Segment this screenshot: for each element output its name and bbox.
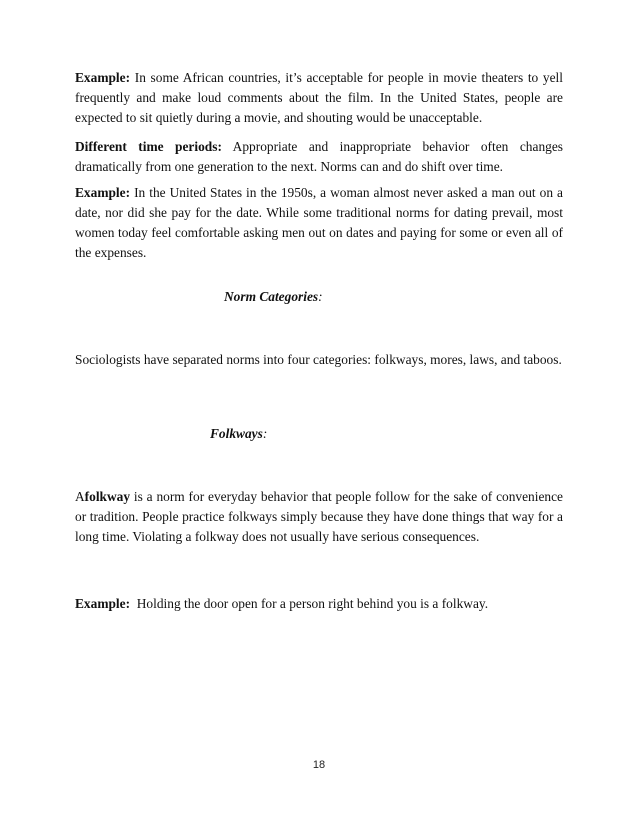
heading-colon: :	[318, 289, 323, 304]
paragraph-text: Appropriate and inappropriate behavior often changes dramatically from one generation to the next. Norms can and do shift over time.	[75, 139, 563, 174]
paragraph-lead: A	[75, 489, 85, 504]
heading-norm-categories	[224, 289, 323, 305]
folkway-term: folkway	[84, 489, 131, 504]
paragraph-text: In some African countries, it’s acceptable for people in movie theaters to yell frequently and make loud comments about the film. In the United States, people are expected to sit quietly during a movie, and shouting would be unacceptable.	[75, 70, 563, 125]
example-label: Example:	[75, 185, 131, 200]
paragraph-example-african-countries	[75, 68, 563, 128]
different-time-periods-label: Different time periods:	[75, 139, 222, 154]
paragraph-example-1950s	[75, 183, 563, 263]
example-label: Example:	[75, 596, 131, 611]
heading-text: Folkways	[210, 426, 263, 441]
paragraph-text: In the United States in the 1950s, a woman almost never asked a man out on a date, nor did she pay for the date. While some traditional norms for dating prevail, most women today feel comfortable asking men out on dates and paying for some or even all of the expenses.	[75, 185, 563, 260]
paragraph-sociologists-categories	[75, 350, 563, 370]
heading-colon: :	[262, 426, 268, 441]
paragraph-text: Holding the door open for a person right behind you is a folkway.	[136, 596, 489, 611]
paragraph-folkway-definition	[75, 487, 563, 547]
heading-folkways	[210, 426, 267, 442]
paragraph-text: is a norm for everyday behavior that people follow for the sake of convenience or tradition. People practice folkways simply because they have done things that way for a long time. Violating a folkway does not usually have serious consequences.	[75, 489, 563, 544]
example-label: Example:	[75, 70, 131, 85]
paragraph-different-time-periods	[75, 137, 563, 177]
page-number: 18	[312, 759, 326, 771]
paragraph-text: Sociologists have separated norms into four categories: folkways, mores, laws, and taboos.	[75, 352, 562, 367]
paragraph-example-door	[75, 594, 563, 614]
heading-text: Norm Categories	[224, 289, 319, 304]
